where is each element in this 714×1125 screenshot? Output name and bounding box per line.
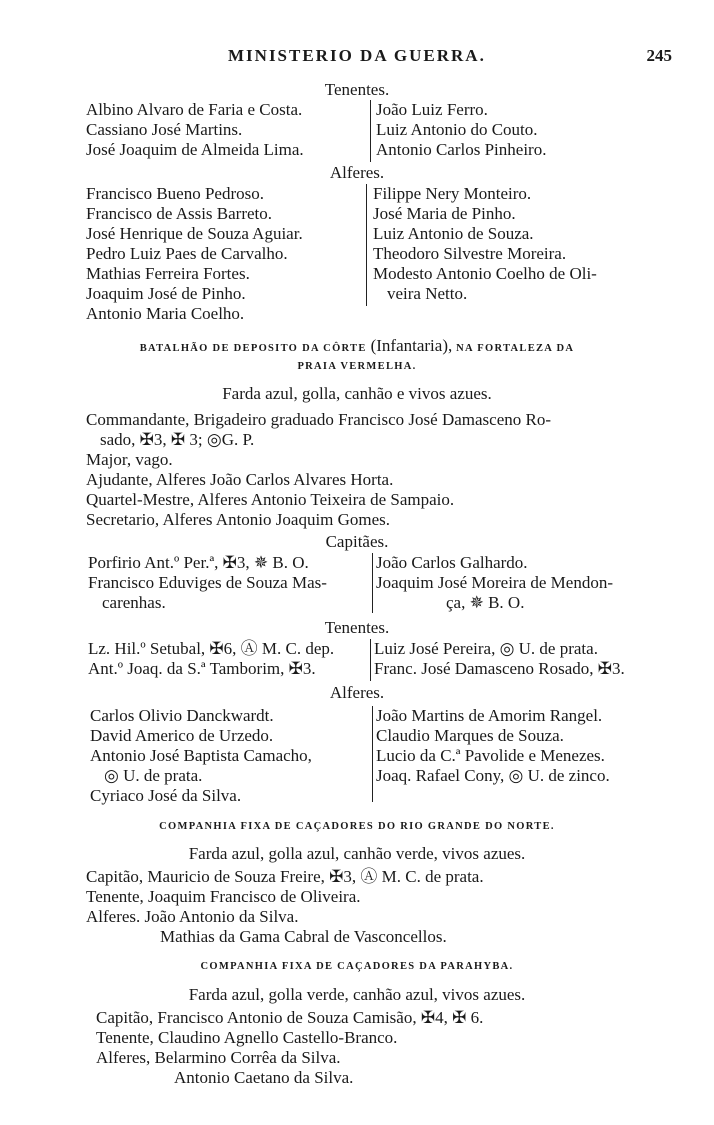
list-item: Modesto Antonio Coelho de Oli- [373, 264, 597, 283]
column-divider [372, 553, 373, 613]
tenentes-right-column [376, 100, 546, 160]
staff-line: Ajudante, Alferes João Carlos Alvares Horta. [86, 470, 394, 489]
list-item: João Luiz Ferro. [376, 100, 488, 119]
batalhao-alferes-left-column [90, 706, 312, 806]
companhia-norte-uniform: Farda azul, golla azul, canhão verde, vivos azues. [188, 844, 526, 863]
list-item: Antonio Carlos Pinheiro. [376, 140, 547, 159]
staff-line: Commandante, Brigadeiro graduado Francisco José Damasceno Ro- [86, 410, 552, 429]
batalhao-tenentes-heading: Tenentes. [324, 618, 390, 637]
roster-line: Antonio Caetano da Silva. [174, 1068, 354, 1087]
list-item: Carlos Olivio Danckwardt. [90, 706, 274, 725]
batalhao-uniform: Farda azul, golla, canhão e vivos azues. [222, 384, 492, 403]
batalhao-title-c: NA FORTALEZA DA [456, 343, 575, 354]
list-item: Luiz Antonio de Souza. [373, 224, 534, 243]
companhia-parahyba-title: COMPANHIA FIXA DE CAÇADORES DA PARAHYBA. [200, 961, 514, 972]
list-item: Franc. José Damasceno Rosado, ✠3. [374, 659, 625, 678]
list-item: João Carlos Galhardo. [376, 553, 528, 572]
capitaes-right-column [376, 553, 613, 613]
list-item: David Americo de Urzedo. [90, 726, 274, 745]
list-item: ça, ✵ B. O. [446, 593, 525, 612]
batalhao-staff [86, 410, 666, 530]
list-item: José Joaquim de Almeida Lima. [86, 140, 304, 159]
companhia-norte-title: COMPANHIA FIXA DE CAÇADORES DO RIO GRANDE DO NORTE. [159, 821, 555, 832]
list-item: Antonio José Baptista Camacho, [90, 746, 312, 765]
roster-line: Capitão, Mauricio de Souza Freire, ✠3, Ⓐ M. C. de prata. [86, 867, 484, 886]
batalhao-title [0, 337, 714, 357]
batalhao-tenentes-list [86, 639, 666, 681]
list-item: Joaq. Rafael Cony, ◎ U. de zinco. [376, 766, 610, 785]
list-item: José Henrique de Souza Aguiar. [86, 224, 303, 243]
list-item: veira Netto. [387, 284, 468, 303]
staff-line: sado, ✠3, ✠ 3; ◎G. P. [100, 430, 255, 449]
list-item: Francisco Bueno Pedroso. [86, 184, 265, 203]
tenentes-heading: Tenentes. [324, 80, 390, 99]
list-item: ◎ U. de prata. [104, 766, 203, 785]
batalhao-tenentes-left-column [88, 639, 334, 679]
list-item: Theodoro Silvestre Moreira. [373, 244, 567, 263]
capitaes-left-column [88, 553, 327, 613]
page-number: 245 [646, 46, 672, 65]
staff-line: Major, vago. [86, 450, 173, 469]
list-item: Cyriaco José da Silva. [90, 786, 242, 805]
alferes-list [86, 184, 666, 326]
staff-line: Quartel-Mestre, Alferes Antonio Teixeira de Sampaio. [86, 490, 455, 509]
list-item: Claudio Marques de Souza. [376, 726, 564, 745]
list-item: Luiz Antonio do Couto. [376, 120, 538, 139]
roster-line: Alferes, Belarmino Corrêa da Silva. [96, 1048, 341, 1067]
column-divider [370, 100, 371, 162]
list-item: Luiz José Pereira, ◎ U. de prata. [374, 639, 598, 658]
list-item: Porfirio Ant.º Per.ª, ✠3, ✵ B. O. [88, 553, 309, 572]
roster-line: Mathias da Gama Cabral de Vasconcellos. [160, 927, 447, 946]
roster-line: Alferes. João Antonio da Silva. [86, 907, 299, 926]
list-item: Joaquim José Moreira de Mendon- [376, 573, 614, 592]
alferes-left-column [86, 184, 303, 324]
list-item: Mathias Ferreira Fortes. [86, 264, 250, 283]
batalhao-alferes-heading: Alferes. [329, 683, 385, 702]
list-item: Ant.º Joaq. da S.ª Tamborim, ✠3. [88, 659, 316, 678]
list-item: Pedro Luiz Paes de Carvalho. [86, 244, 288, 263]
list-item: Joaquim José de Pinho. [86, 284, 246, 303]
roster-line: Tenente, Joaquim Francisco de Oliveira. [86, 887, 361, 906]
page-header [0, 46, 714, 72]
batalhao-title-a: BATALHÃO DE DEPOSITO DA CÔRTE [139, 343, 367, 354]
roster-line: Tenente, Claudino Agnello Castello-Branco. [96, 1028, 398, 1047]
page-title: MINISTERIO DA GUERRA. [228, 46, 486, 65]
list-item: Lucio da C.ª Pavolide e Menezes. [376, 746, 605, 765]
alferes-right-column [373, 184, 597, 304]
companhia-parahyba-roster [96, 1008, 676, 1088]
list-item: Albino Alvaro de Faria e Costa. [86, 100, 303, 119]
column-divider [372, 706, 373, 802]
column-divider [370, 639, 371, 681]
batalhao-title-b: (Infantaria), [370, 336, 453, 355]
list-item: Antonio Maria Coelho. [86, 304, 245, 323]
capitaes-heading: Capitães. [325, 532, 389, 551]
list-item: Filippe Nery Monteiro. [373, 184, 532, 203]
batalhao-title-line2: PRAIA VERMELHA. [297, 361, 417, 372]
tenentes-left-column [86, 100, 304, 160]
column-divider [366, 184, 367, 306]
staff-line: Secretario, Alferes Antonio Joaquim Gomes. [86, 510, 391, 529]
roster-line: Capitão, Francisco Antonio de Souza Camisão, ✠4, ✠ 6. [96, 1008, 484, 1027]
list-item: José Maria de Pinho. [373, 204, 516, 223]
list-item: João Martins de Amorim Rangel. [376, 706, 603, 725]
companhia-parahyba-uniform: Farda azul, golla verde, canhão azul, vivos azues. [188, 985, 526, 1004]
capitaes-list [86, 553, 666, 615]
list-item: carenhas. [102, 593, 166, 612]
alferes-heading: Alferes. [329, 163, 385, 182]
batalhao-tenentes-right-column [374, 639, 625, 679]
companhia-norte-roster [86, 867, 666, 947]
batalhao-alferes-right-column [376, 706, 610, 786]
list-item: Lz. Hil.º Setubal, ✠6, Ⓐ M. C. dep. [88, 639, 335, 658]
batalhao-alferes-list [86, 706, 666, 808]
list-item: Cassiano José Martins. [86, 120, 243, 139]
tenentes-list [86, 100, 666, 162]
list-item: Francisco Eduviges de Souza Mas- [88, 573, 327, 592]
list-item: Francisco de Assis Barreto. [86, 204, 273, 223]
